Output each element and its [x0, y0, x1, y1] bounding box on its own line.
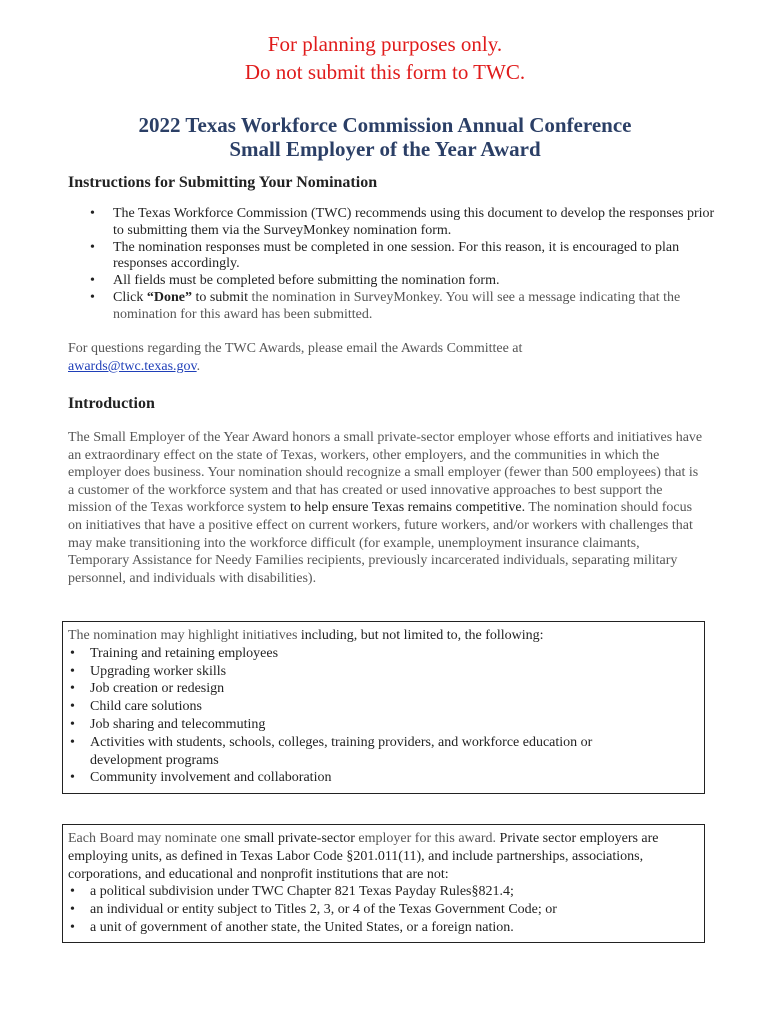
intro-part-3: The nomination should focus on initiatives that have a positive effect on current workers, future workers, and/or workers with challenges that may make transitioning into the workforce difficult (for example, unemployment insurance claimants, Temporary Assistance for Needy Families recipients, previously incarcerated individuals, separating military personnel, and individuals with disabilities). [68, 500, 693, 586]
introduction-heading: Introduction [68, 395, 155, 412]
eligibility-box [62, 824, 705, 943]
eligibility-part-4: Private sector employers are employing units, as defined in Texas Labor Code §201.011(11), and include partnerships, associations, corporations, and educational and nonprofit institutions that are not: [68, 831, 659, 882]
list-item: • The nomination responses must be completed in one session. For this reason, it is encouraged to plan responses accordingly. [68, 240, 728, 274]
initiatives-list [68, 645, 704, 787]
bullet4-rest: the nomination in SurveyMonkey. You will see a message indicating that the nomination for this award has been submitted. [113, 289, 681, 322]
list-item: • a unit of government of another state, the United States, or a foreign nation. [68, 919, 704, 937]
warning-line-1: For planning purposes only. [267, 32, 503, 56]
eligibility-part-2: small private-sector [240, 831, 355, 846]
initiatives-box [62, 621, 705, 794]
intro-part-2: to help ensure Texas remains competitive. [286, 500, 526, 516]
eligibility-part-3: employer for this award. [354, 831, 497, 846]
eligibility-paragraph [68, 830, 704, 883]
questions-paragraph [68, 340, 708, 375]
done-label: “Done” [146, 289, 192, 305]
list-item: • Child care solutions [68, 698, 704, 716]
eligibility-list [68, 883, 704, 936]
bullet4-mid: to submit [191, 289, 252, 305]
list-item: • All fields must be completed before submitting the nomination form. [68, 273, 728, 290]
list-item: • Training and retaining employees [68, 645, 704, 663]
initiatives-intro-rest: including, but not limited to, the following: [297, 628, 544, 643]
title-line-2: Small Employer of the Year Award [229, 137, 541, 161]
warning-line-2: Do not submit this form to TWC. [244, 60, 526, 84]
questions-text: For questions regarding the TWC Awards, please email the Awards Committee at [68, 341, 523, 356]
list-item: • Upgrading worker skills [68, 663, 704, 681]
list-item: • Community involvement and collaboration [68, 769, 704, 787]
instructions-list [68, 206, 728, 324]
introduction-paragraph [68, 429, 704, 587]
bullet4-pre: Click [113, 289, 147, 305]
title-line-1: 2022 Texas Workforce Commission Annual Conference [138, 113, 632, 137]
page-title [0, 113, 770, 161]
intro-part-1: The Small Employer of the Year Award honors a small private-sector employer whose efforts and initiatives have an extraordinary effect on the state of Texas, workers, other employers, and the communities in which the employer does business. Your nomination should recognize a small employer (fewer than 500 employees) that is a customer of the workforce system and that has created or used innovative approaches to best support the mission of the Texas workforce system [68, 430, 703, 516]
initiatives-intro [68, 627, 704, 645]
list-item [68, 290, 728, 324]
instructions-heading: Instructions for Submitting Your Nomination [68, 174, 378, 191]
planning-warning [0, 30, 770, 86]
list-item: • Job creation or redesign [68, 680, 704, 698]
list-item: • Job sharing and telecommuting [68, 716, 704, 734]
awards-email-link[interactable]: awards@twc.texas.gov [68, 358, 197, 374]
list-item: • a political subdivision under TWC Chapter 821 Texas Payday Rules§821.4; [68, 883, 704, 901]
email-suffix: . [196, 358, 201, 374]
list-item: • Activities with students, schools, colleges, training providers, and workforce education or development programs [68, 734, 704, 770]
list-item: • an individual or entity subject to Titles 2, 3, or 4 of the Texas Government Code; or [68, 901, 704, 919]
list-item: • The Texas Workforce Commission (TWC) recommends using this document to develop the responses prior to submitting them via the SurveyMonkey nomination form. [68, 206, 728, 240]
initiatives-intro-gray: The nomination may highlight initiatives [68, 628, 298, 643]
eligibility-part-1: Each Board may nominate one [68, 831, 241, 846]
